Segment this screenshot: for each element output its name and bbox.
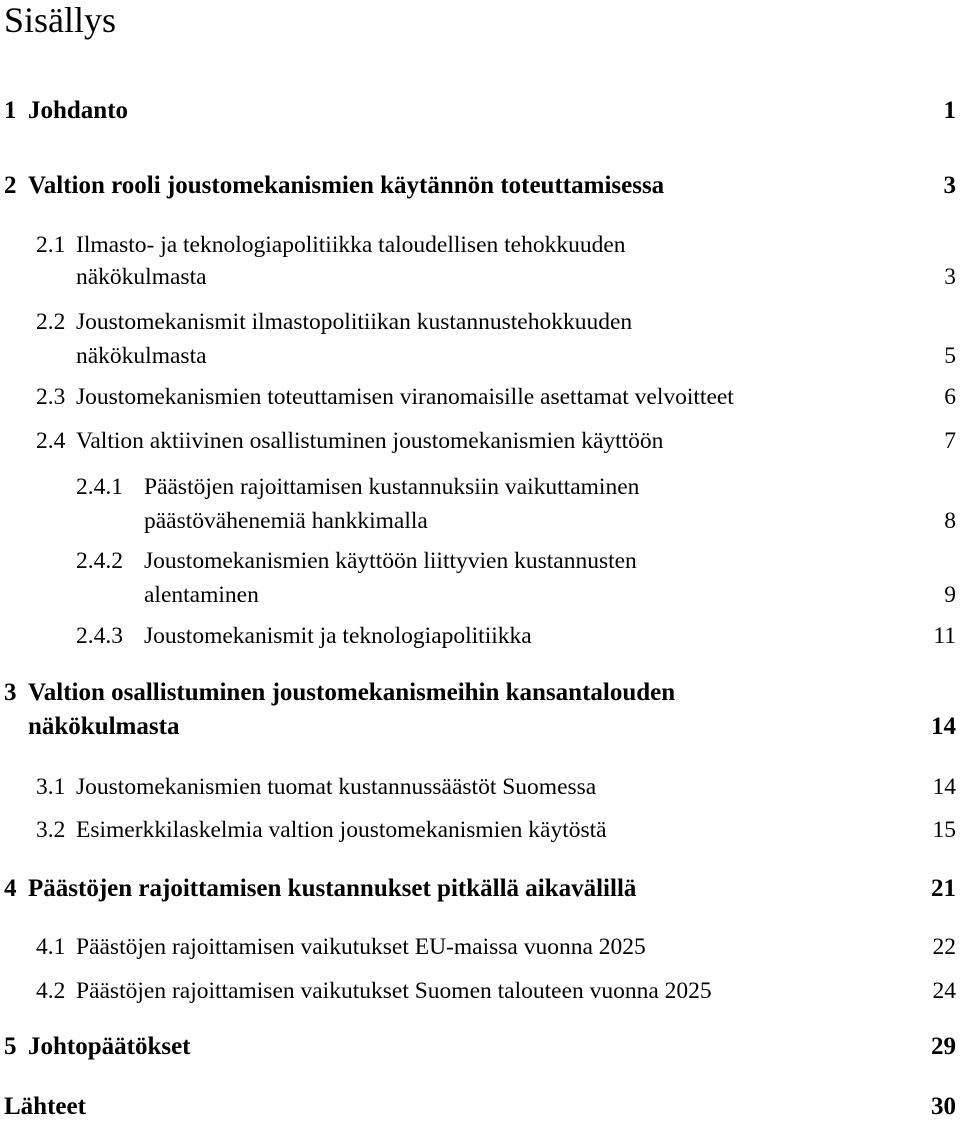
toc-entry[interactable] — [0, 976, 960, 1006]
toc-entry-page: 9 — [944, 582, 956, 608]
toc-entry-title: Päästöjen rajoittamisen kustannukset pitkällä aikavälillä — [28, 875, 637, 902]
toc-entry[interactable] — [0, 815, 960, 845]
toc-entry-title: Päästöjen rajoittamisen kustannuksiin vaikuttaminen — [144, 474, 640, 500]
toc-entry-title: Johdanto — [28, 97, 129, 124]
toc-entry[interactable] — [0, 307, 960, 371]
toc-entry[interactable] — [0, 472, 960, 536]
toc-entry[interactable] — [0, 932, 960, 962]
toc-entry-title: Joustomekanismit ilmastopolitiikan kustannustehokkuuden — [76, 309, 633, 335]
toc-entry[interactable] — [0, 96, 960, 126]
toc-entry-page: 6 — [944, 384, 956, 410]
toc-entry-number: 2.4.1 — [76, 474, 123, 500]
toc-entry[interactable] — [0, 546, 960, 610]
toc-entry[interactable] — [0, 1092, 960, 1122]
toc-entry-number: 3.2 — [36, 817, 66, 843]
toc-entry-number: 3 — [4, 679, 17, 706]
toc-entry-page: 11 — [933, 623, 956, 649]
toc-entry-number: 1 — [4, 97, 17, 124]
toc-entry-page: 3 — [943, 172, 956, 199]
toc-entry-title: Joustomekanismien tuomat kustannussäästöt Suomessa — [76, 774, 597, 800]
toc-entry-page: 5 — [944, 343, 956, 369]
toc-entry-title: Päästöjen rajoittamisen vaikutukset EU-maissa vuonna 2025 — [76, 934, 646, 960]
toc-entry-number: 2.4 — [36, 428, 66, 454]
toc-entry-number: 2.3 — [36, 384, 66, 410]
toc-entry-page: 24 — [932, 978, 956, 1004]
toc-entry-title: Joustomekanismien toteuttamisen viranomaisille asettamat velvoitteet — [76, 384, 734, 410]
toc-entry-title: Lähteet — [4, 1093, 86, 1120]
toc-entry-page: 14 — [932, 774, 956, 800]
toc-entry-number: 4.2 — [36, 978, 66, 1004]
toc-entry-title: Joustomekanismit ja teknologiapolitiikka — [144, 623, 532, 649]
toc-entry-title: Ilmasto- ja teknologiapolitiikka taloudellisen tehokkuuden — [76, 232, 626, 258]
toc-entry-number: 2.1 — [36, 232, 66, 258]
toc-entry-page: 29 — [931, 1033, 956, 1060]
toc-entry-page: 15 — [932, 817, 956, 843]
toc-entry-title: Joustomekanismien käyttöön liittyvien kustannusten — [144, 548, 637, 574]
toc-entry-page: 1 — [943, 97, 956, 124]
toc-entry[interactable] — [0, 426, 960, 456]
toc-entry-title-continued: näkökulmasta — [76, 343, 207, 369]
toc-entry-page: 21 — [931, 875, 956, 902]
toc-entry-number: 2.4.2 — [76, 548, 123, 574]
toc-entry-title: Valtion rooli joustomekanismien käytännön toteuttamisessa — [28, 172, 665, 199]
toc-entry-title: Esimerkkilaskelmia valtion joustomekanismien käytöstä — [76, 817, 607, 843]
toc-entry-page: 3 — [944, 264, 956, 290]
toc-entry-number: 2.4.3 — [76, 623, 123, 649]
toc-entry-page: 14 — [931, 713, 956, 740]
toc-entry-page: 30 — [931, 1093, 956, 1120]
toc-entry[interactable] — [0, 230, 960, 294]
toc-entry-title: Valtion osallistuminen joustomekanismeihin kansantalouden — [28, 679, 676, 706]
toc-entry-number: 5 — [4, 1033, 17, 1060]
toc-entry[interactable] — [0, 382, 960, 412]
toc-entry-title: Päästöjen rajoittamisen vaikutukset Suomen talouteen vuonna 2025 — [76, 978, 712, 1004]
toc-entry-number: 2.2 — [36, 309, 66, 335]
toc-entry-title-continued: näkökulmasta — [76, 264, 207, 290]
toc-entry[interactable] — [0, 171, 960, 201]
toc-entry-title-continued: päästövähenemiä hankkimalla — [144, 508, 428, 534]
toc-entry-page: 22 — [932, 934, 956, 960]
toc-entry[interactable] — [0, 874, 960, 904]
page-title: Sisällys — [4, 0, 117, 40]
toc-entry-number: 4 — [4, 875, 17, 902]
toc-entry[interactable] — [0, 621, 960, 651]
toc-entry-title-continued: näkökulmasta — [28, 713, 180, 740]
toc-entry-title: Johtopäätökset — [28, 1033, 191, 1060]
toc-entry[interactable] — [0, 1032, 960, 1062]
toc-entry[interactable] — [0, 678, 960, 742]
toc-entry-number: 3.1 — [36, 774, 66, 800]
toc-entry-title: Valtion aktiivinen osallistuminen joustomekanismien käyttöön — [76, 428, 664, 454]
toc-entry-page: 8 — [944, 508, 956, 534]
toc-entry-number: 2 — [4, 172, 17, 199]
toc-entry-title-continued: alentaminen — [144, 582, 259, 608]
toc-entry-number: 4.1 — [36, 934, 66, 960]
toc-entry-page: 7 — [944, 428, 956, 454]
toc-entry[interactable] — [0, 772, 960, 802]
